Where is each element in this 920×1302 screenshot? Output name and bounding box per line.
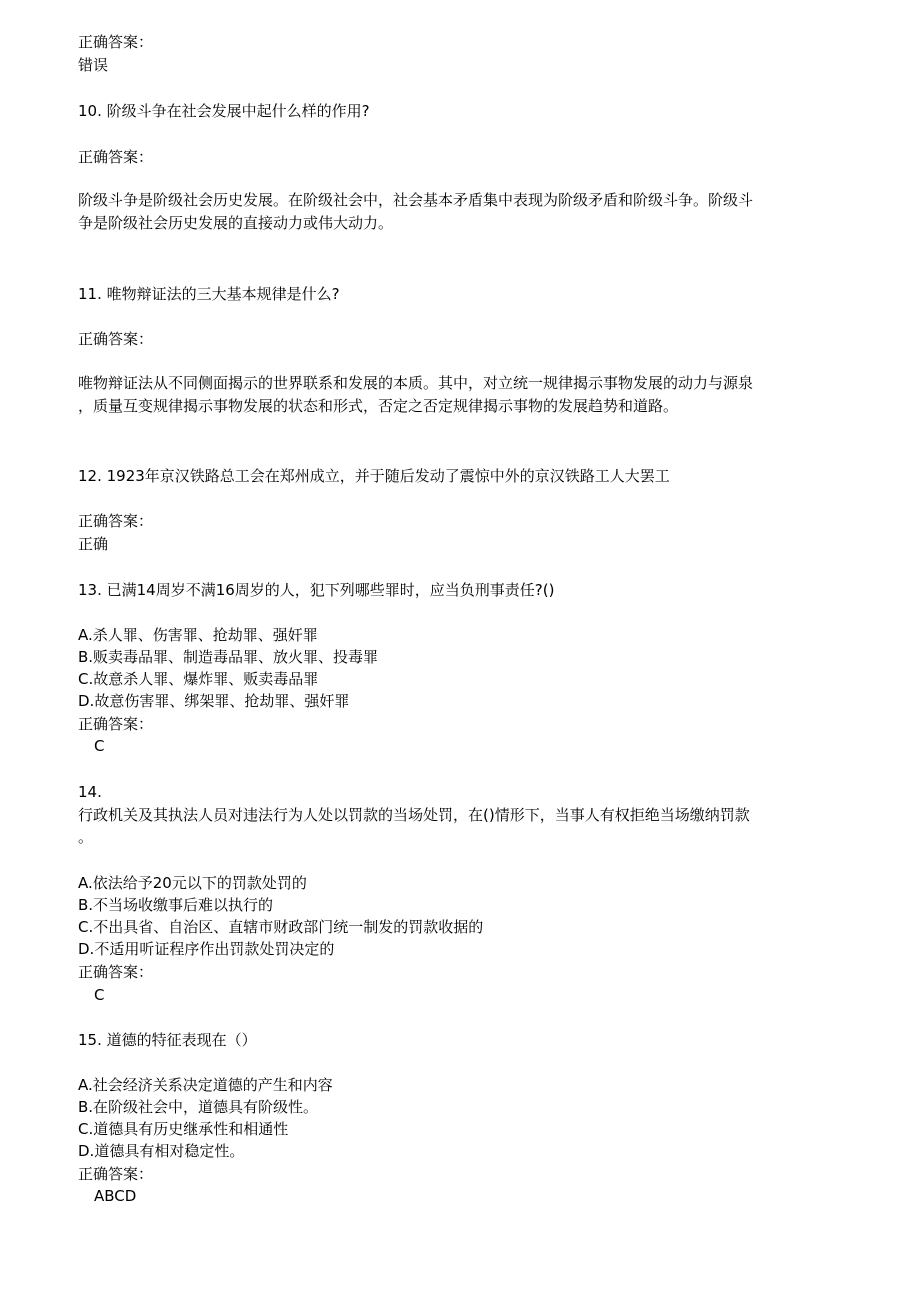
explanation-line: 争是阶级社会历史发展的直接动力或伟大动力。 — [78, 214, 394, 232]
question-10: 10. 阶级斗争在社会发展中起什么样的作用? — [78, 102, 370, 120]
question-13: 13. 已满14周岁不满16周岁的人，犯下列哪些罪时，应当负刑事责任?() — [78, 581, 555, 599]
explanation-line: 唯物辩证法从不同侧面揭示的世界联系和发展的本质。其中，对立统一规律揭示事物发展的动力与源泉 — [78, 374, 754, 392]
answer-label: 正确答案： — [78, 1165, 154, 1183]
answer-label: 正确答案： — [78, 148, 154, 166]
answer-label: 正确答案： — [78, 963, 154, 981]
question-14-line: 。 — [78, 828, 94, 846]
option-d: D.不适用听证程序作出罚款处罚决定的 — [78, 940, 335, 958]
option-a: A.杀人罪、伤害罪、抢劫罪、强奸罪 — [78, 626, 318, 644]
option-d: D.道德具有相对稳定性。 — [78, 1142, 245, 1160]
explanation-line: ，质量互变规律揭示事物发展的状态和形式，否定之否定规律揭示事物的发展趋势和道路。 — [78, 397, 679, 415]
option-a: A.依法给予20元以下的罚款处罚的 — [78, 874, 307, 892]
answer-label: 正确答案： — [78, 512, 154, 530]
option-c: C.故意杀人罪、爆炸罪、贩卖毒品罪 — [78, 670, 319, 688]
answer-label: 正确答案： — [78, 33, 154, 51]
option-c: C.不出具省、自治区、直辖市财政部门统一制发的罚款收据的 — [78, 918, 484, 936]
option-c: C.道德具有历史继承性和相通性 — [78, 1120, 289, 1138]
question-14-line: 行政机关及其执法人员对违法行为人处以罚款的当场处罚，在()情形下，当事人有权拒绝当场缴纳罚款 — [78, 806, 750, 824]
answer-value: C — [94, 737, 105, 755]
option-a: A.社会经济关系决定道德的产生和内容 — [78, 1076, 333, 1094]
option-b: B.在阶级社会中，道德具有阶级性。 — [78, 1098, 319, 1116]
answer-value: 错误 — [78, 56, 109, 74]
question-12: 12. 1923年京汉铁路总工会在郑州成立，并于随后发动了震惊中外的京汉铁路工人大罢工 — [78, 467, 670, 485]
option-b: B.贩卖毒品罪、制造毒品罪、放火罪、投毒罪 — [78, 648, 379, 666]
option-b: B.不当场收缴事后难以执行的 — [78, 896, 274, 914]
option-d: D.故意伤害罪、绑架罪、抢劫罪、强奸罪 — [78, 692, 350, 710]
explanation-line: 阶级斗争是阶级社会历史发展。在阶级社会中，社会基本矛盾集中表现为阶级矛盾和阶级斗争。阶级斗 — [78, 191, 754, 209]
answer-label: 正确答案： — [78, 330, 154, 348]
answer-value: ABCD — [94, 1187, 137, 1205]
question-11: 11. 唯物辩证法的三大基本规律是什么? — [78, 285, 340, 303]
answer-label: 正确答案： — [78, 715, 154, 733]
question-14-number: 14. — [78, 783, 102, 801]
answer-value: C — [94, 986, 105, 1004]
question-15: 15. 道德的特征表现在（） — [78, 1031, 257, 1049]
answer-value: 正确 — [78, 535, 109, 553]
